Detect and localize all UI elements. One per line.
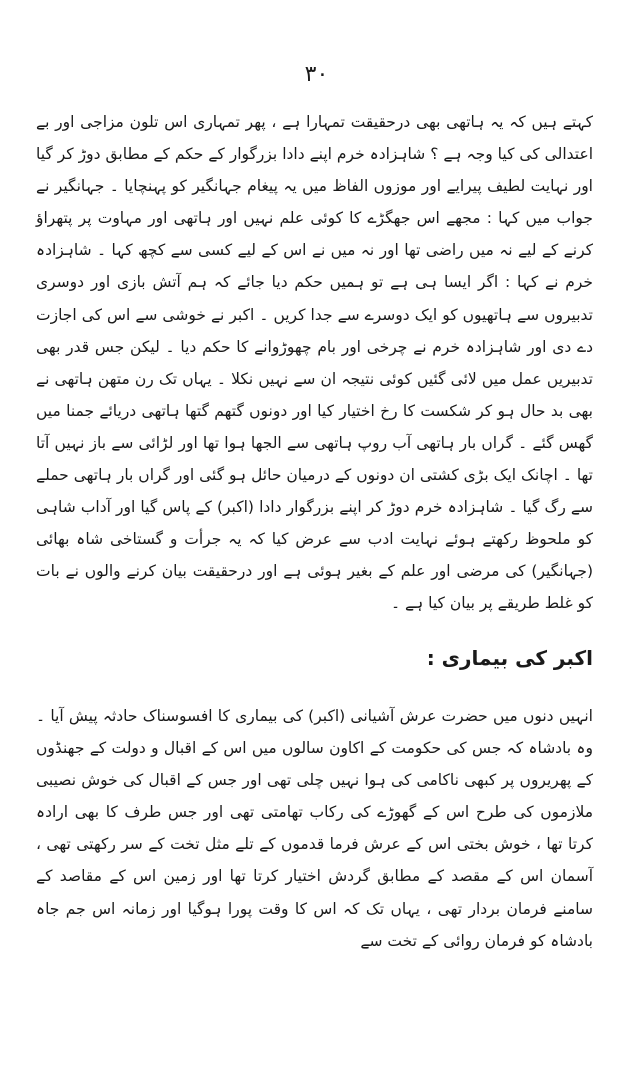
paragraph-2-text: انہیں دنوں میں حضرت عرش آشیانی (اکبر) کی بیماری کا افسوسناک حادثہ پیش آیا ۔ وہ بادشاہ کہ جس کی حکومت کے اکاون سالوں میں اس کے اقبال و دولت کے جھنڈوں کے پھریروں پر کبھی ناکامی کی ہوا نہیں چلی تھی اور جس کے اقبال کی خوش نصیبی ملازموں کی طرح اس کے گھوڑے کی رکاب تھامتی تھی اور جس طرف کا بھی ارادہ کرتا تھا ، خوش بختی اس کے عرش فرما قدموں کے تلے مثل تخت کے سر رکھتی تھی ، آسمان اس کے مقصد کے مطابق گردش اختیار کرتا تھا اور زمین اس کے مقاصد کے سامنے فرمان بردار تھی ، یہاں تک کہ اس کا وقت پورا ہوگیا اور زمانہ اس جم جاہ بادشاہ کو فرمان روائی کے تخت سے bbox=[36, 707, 593, 950]
section-heading: اکبر کی بیماری : bbox=[426, 646, 593, 670]
paragraph-1 bbox=[36, 106, 593, 620]
paragraph-2 bbox=[36, 700, 593, 957]
paragraph-1-text: کہتے ہیں کہ یہ ہاتھی بھی درحقیقت تمہارا ہے ، پھر تمہاری اس تلون مزاجی اور بے اعتدالی کی کیا وجہ ہے ؟ شاہزادہ خرم اپنے دادا بزرگوار کے حکم کے مطابق دوڑ کر گیا اور نہایت لطیف پیرایے اور موزوں الفاظ میں یہ پیغام جہانگیر کو پہنچایا ۔ جہانگیر نے جواب میں کہا : مجھے اس جھگڑے کا کوئی علم نہیں اور ہاتھی اور مہاوت پر پتھراؤ کرنے کے لیے نہ میں راضی تھا اور نہ میں نے اس کے لیے کسی سے کچھ کہا ۔ شاہزادہ خرم نے کہا : اگر ایسا ہی ہے تو ہمیں حکم دیا جائے کہ ہم آتش بازی اور دوسری تدبیروں سے ہاتھیوں کو ایک دوسرے سے جدا کریں ۔ اکبر نے خوشی سے اس کی اجازت دے دی اور شاہزادہ خرم نے چرخی اور بام چھوڑوانے کا حکم دیا ۔ لیکن جس قدر بھی تدبیریں عمل میں لائی گئیں کوئی نتیجہ ان سے نہیں نکلا ۔ یہاں تک رن متھن ہاتھی نے بھی بد حال ہو کر شکست کا رخ اختیار کیا اور دونوں گتھم گتھا ہاتھی دریائے جمنا میں گھس گئے ۔ گراں بار ہاتھی آب روپ ہاتھی سے الجھا ہوا تھا اور لڑائی سے باز نہیں آتا تھا ۔ اچانک ایک بڑی کشتی ان دونوں کے درمیان حائل ہو گئی اور گراں بار ہاتھی حملے سے رگ گیا ۔ شاہزادہ خرم دوڑ کر اپنے بزرگوار دادا (اکبر) کے پاس گیا اور آداب شاہی کو ملحوظ رکھتے ہوئے نہایت ادب سے عرض کیا کہ یہ جرأت و گستاخی شاہ بھائی (جہانگیر) کی مرضی اور علم کے بغیر ہوئی ہے اور درحقیقت بیان کرنے والوں نے بات کو غلط طریقے پر بیان کیا ہے ۔ bbox=[36, 113, 593, 613]
page-number: ۳۰ bbox=[304, 62, 329, 87]
